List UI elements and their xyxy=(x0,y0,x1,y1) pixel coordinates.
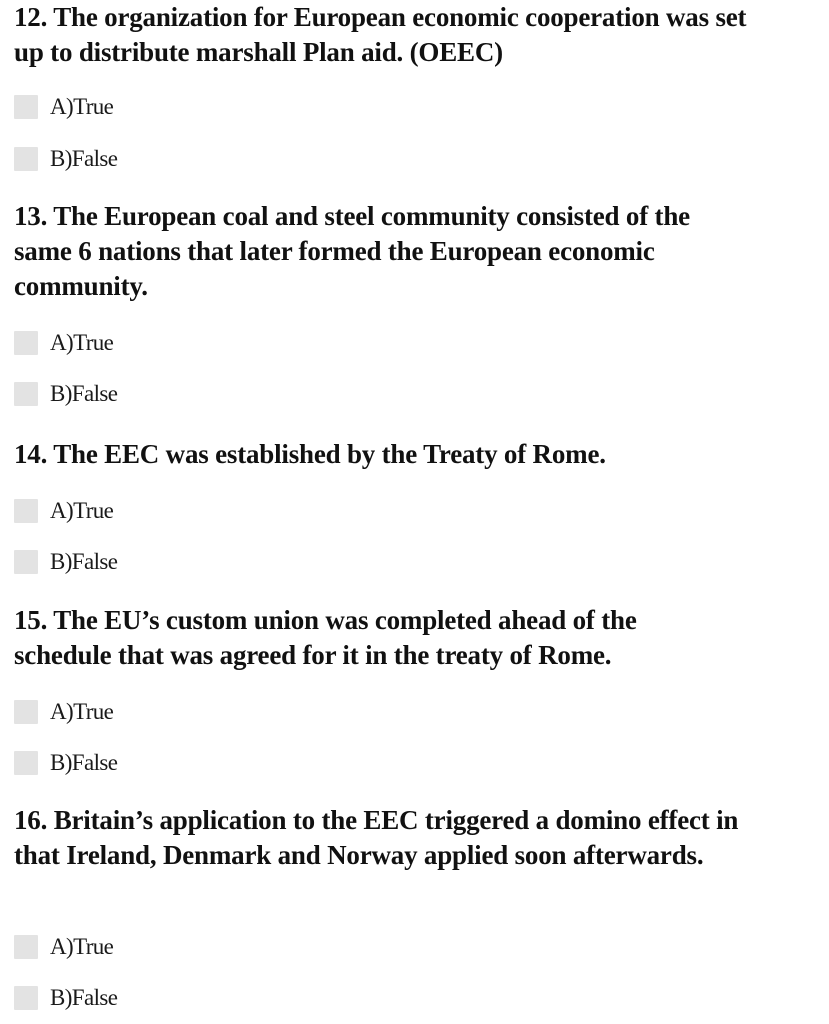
option-true[interactable] xyxy=(14,330,113,355)
checkbox[interactable] xyxy=(14,935,38,959)
question-body: The organization for European economic cooperation was set up to distribute marshall Plan aid. (OEEC) xyxy=(14,2,747,67)
checkbox[interactable] xyxy=(14,331,38,355)
option-label: A)True xyxy=(50,699,114,724)
question-text xyxy=(14,803,774,873)
option-true[interactable] xyxy=(14,699,113,724)
checkbox[interactable] xyxy=(14,550,38,574)
option-label: B)False xyxy=(50,146,118,171)
question-body: The EU’s custom union was completed ahead of the schedule that was agreed for it in the treaty of Rome. xyxy=(14,605,637,670)
question-body: The European coal and steel community consisted of the same 6 nations that later formed the European economic community. xyxy=(14,201,690,301)
question-number: 12. xyxy=(14,2,48,32)
option-label: A)True xyxy=(50,934,114,959)
option-true[interactable] xyxy=(14,934,113,959)
option-label: A)True xyxy=(50,330,114,355)
question-number: 13. xyxy=(14,201,48,231)
question-number: 15. xyxy=(14,605,48,635)
option-label: A)True xyxy=(50,94,114,119)
option-true[interactable] xyxy=(14,94,113,119)
question-number: 16. xyxy=(14,805,48,835)
option-false[interactable] xyxy=(14,549,117,574)
option-label: B)False xyxy=(50,549,118,574)
checkbox[interactable] xyxy=(14,382,38,406)
option-false[interactable] xyxy=(14,146,117,171)
question-12 xyxy=(14,0,774,70)
question-body: Britain’s application to the EEC triggered a domino effect in that Ireland, Denmark and Norway applied soon afterwards. xyxy=(14,805,739,870)
option-label: B)False xyxy=(50,750,118,775)
question-16 xyxy=(14,803,774,873)
checkbox[interactable] xyxy=(14,700,38,724)
option-label: A)True xyxy=(50,498,114,523)
checkbox[interactable] xyxy=(14,147,38,171)
question-15 xyxy=(14,603,734,673)
checkbox[interactable] xyxy=(14,95,38,119)
question-14 xyxy=(14,437,794,472)
checkbox[interactable] xyxy=(14,986,38,1010)
question-number: 14. xyxy=(14,439,48,469)
question-13 xyxy=(14,199,754,304)
question-text xyxy=(14,603,734,673)
question-text xyxy=(14,0,774,70)
option-label: B)False xyxy=(50,985,118,1010)
option-false[interactable] xyxy=(14,381,117,406)
option-false[interactable] xyxy=(14,750,117,775)
question-text xyxy=(14,199,754,304)
checkbox[interactable] xyxy=(14,751,38,775)
option-label: B)False xyxy=(50,381,118,406)
question-text xyxy=(14,437,794,472)
option-false[interactable] xyxy=(14,985,117,1010)
question-body: The EEC was established by the Treaty of Rome. xyxy=(53,439,606,469)
option-true[interactable] xyxy=(14,498,113,523)
checkbox[interactable] xyxy=(14,499,38,523)
